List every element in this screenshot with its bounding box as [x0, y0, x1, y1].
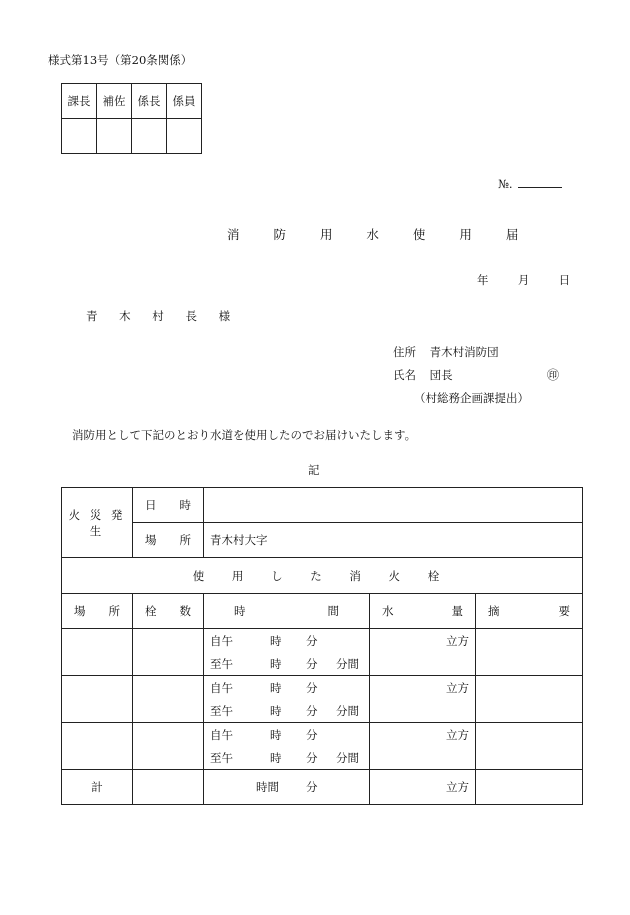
document-number-field[interactable]: [498, 177, 562, 191]
row-place-input[interactable]: [62, 676, 133, 723]
addressee: 青 木 村 長 様: [86, 309, 240, 323]
total-note-input[interactable]: [476, 770, 583, 805]
approval-stamp-box[interactable]: [132, 119, 167, 154]
approval-header-hosa: 補佐: [97, 84, 132, 119]
form-number: 様式第13号（第20条関係）: [48, 53, 193, 67]
row-count-input[interactable]: [133, 723, 204, 770]
date-day: 日: [558, 273, 571, 287]
approval-stamp-box[interactable]: [167, 119, 202, 154]
row-time-input[interactable]: 自午 時 分 至午 時 分 分間: [204, 723, 370, 770]
total-time-input[interactable]: 時間 分: [204, 770, 370, 805]
row-place-input[interactable]: [62, 629, 133, 676]
date-year: 年: [477, 273, 489, 287]
fire-occurrence-label: 火 災 発 生: [62, 488, 133, 558]
address-value: 青木村消防団: [429, 345, 499, 359]
body-text: 消防用として下記のとおり水道を使用したのでお届けいたします。: [72, 428, 417, 442]
row-note-input[interactable]: [476, 629, 583, 676]
table-row: [62, 723, 583, 770]
ki-label: 記: [308, 463, 320, 477]
date-field[interactable]: [477, 272, 570, 288]
number-underline: [518, 187, 562, 188]
page-title: 消 防 用 水 使 用 届: [227, 227, 534, 242]
table-row: [62, 629, 583, 676]
name-value: 団長: [429, 368, 453, 382]
place-label: 場 所: [133, 523, 204, 558]
col-water-header: 水 量: [370, 594, 476, 629]
col-note-header: 摘 要: [476, 594, 583, 629]
row-time-input[interactable]: 自午 時 分 至午 時 分 分間: [204, 629, 370, 676]
total-count-input[interactable]: [133, 770, 204, 805]
approval-stamp-box[interactable]: [62, 119, 97, 154]
table-row: [62, 676, 583, 723]
row-note-input[interactable]: [476, 676, 583, 723]
row-time-input[interactable]: 自午 時 分 至午 時 分 分間: [204, 676, 370, 723]
approval-stamp-table: [61, 83, 202, 154]
total-water-input[interactable]: 立方: [370, 770, 476, 805]
row-note-input[interactable]: [476, 723, 583, 770]
row-water-input[interactable]: 立方: [370, 629, 476, 676]
col-time-header: 時 間: [204, 594, 370, 629]
address-label: 住所: [393, 345, 416, 359]
approval-stamp-box[interactable]: [97, 119, 132, 154]
applicant-address: [393, 344, 499, 360]
row-place-input[interactable]: [62, 723, 133, 770]
datetime-label: 日 時: [133, 488, 204, 523]
hydrant-header: 使 用 し た 消 火 栓: [62, 558, 583, 594]
number-label: №.: [498, 177, 513, 191]
approval-header-kakariin: 係員: [167, 84, 202, 119]
place-input[interactable]: 青木村大字: [204, 523, 583, 558]
row-water-input[interactable]: 立方: [370, 676, 476, 723]
datetime-input[interactable]: [204, 488, 583, 523]
col-place-header: 場 所: [62, 594, 133, 629]
approval-header-kakaricho: 係長: [132, 84, 167, 119]
approval-header-kacho: 課長: [62, 84, 97, 119]
name-label: 氏名: [393, 368, 416, 382]
applicant-name: [393, 367, 453, 383]
col-count-header: 栓 数: [133, 594, 204, 629]
row-water-input[interactable]: 立方: [370, 723, 476, 770]
hydrant-usage-table: [61, 487, 583, 805]
date-month: 月: [517, 273, 530, 287]
row-count-input[interactable]: [133, 629, 204, 676]
submission-note: （村総務企画課提出）: [414, 391, 529, 405]
total-label: 計: [62, 770, 133, 805]
seal-icon: ㊞: [547, 368, 560, 382]
total-row: [62, 770, 583, 805]
row-count-input[interactable]: [133, 676, 204, 723]
